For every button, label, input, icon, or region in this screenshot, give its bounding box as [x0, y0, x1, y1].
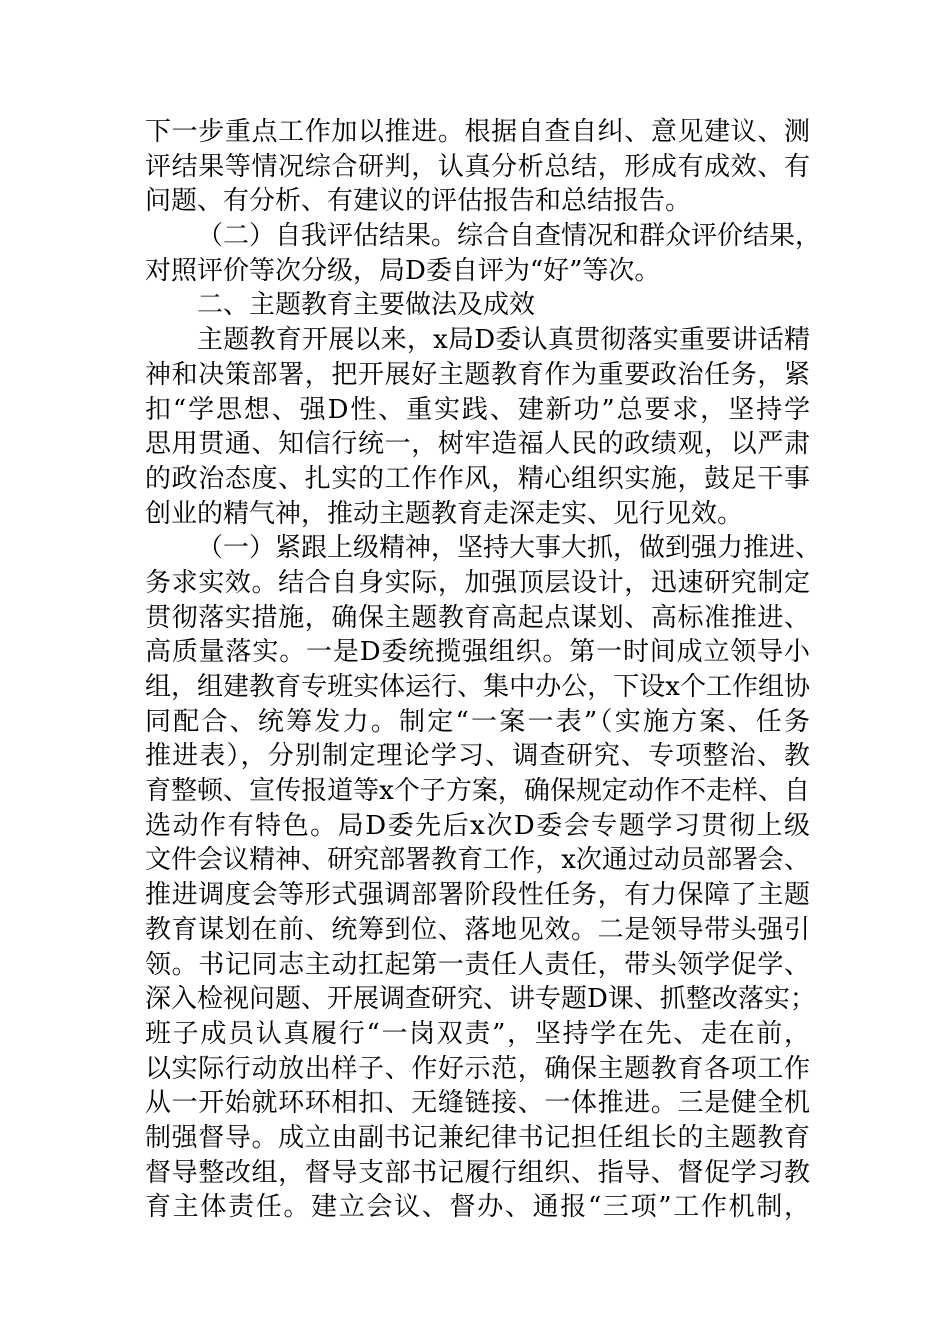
text-line: 从一开始就环环相扣、无缝链接、一体推进。三是健全机 [145, 1088, 810, 1119]
text-line: 贯彻落实措施，确保主题教育高起点谋划、高标准推进、 [145, 602, 810, 633]
text-line: 班子成员认真履行“一岗双责”，坚持学在先、走在前， [145, 1018, 810, 1049]
text-line: 深入检视问题、开展调查研究、讲专题D课、抓整改落实； [145, 984, 816, 1015]
text-line: 推进调度会等形式强调部署阶段性任务，有力保障了主题 [145, 880, 810, 911]
document-body [145, 115, 822, 1225]
text-line: 高质量落实。一是D委统揽强组织。第一时间成立领导小 [145, 637, 810, 668]
text-line: 评结果等情况综合研判，认真分析总结，形成有成效、有 [145, 151, 810, 182]
text-line: 文件会议精神、研究部署教育工作，x次通过动员部署会、 [145, 845, 810, 876]
text-line: 制强督导。成立由副书记兼纪律书记担任组长的主题教育 [145, 1122, 810, 1153]
text-line: 思用贯通、知信行统一，树牢造福人民的政绩观，以严肃 [145, 429, 810, 460]
text-line: 的政治态度、扎实的工作作风，精心组织实施，鼓足干事 [145, 463, 810, 494]
text-line: 二、主题教育主要做法及成效 [197, 290, 536, 321]
text-line: 问题、有分析、有建议的评估报告和总结报告。 [145, 186, 692, 217]
text-line: 神和决策部署，把开展好主题教育作为重要政治任务，紧 [145, 359, 810, 390]
text-line: （二）自我评估结果。综合自查情况和群众评价结果， [197, 221, 822, 252]
text-line: 选动作有特色。局D委先后x次D委会专题学习贯彻上级 [145, 810, 810, 841]
text-line: 务求实效。结合自身实际，加强顶层设计，迅速研究制定 [145, 567, 810, 598]
text-line: 组，组建教育专班实体运行、集中办公，下设x个工作组协 [145, 672, 810, 702]
text-line: 领。书记同志主动扛起第一责任人责任，带头领学促学、 [145, 949, 810, 980]
text-line: 同配合、统筹发力。制定“一案一表”（实施方案、任务 [145, 706, 810, 737]
text-line: 育整顿、宣传报道等x个子方案，确保规定动作不走样、自 [145, 776, 810, 807]
text-line: 育主体责任。建立会议、督办、通报“三项”工作机制， [145, 1192, 810, 1223]
text-line: （一）紧跟上级精神，坚持大事大抓，做到强力推进、 [197, 533, 822, 564]
text-line: 教育谋划在前、统筹到位、落地见效。二是领导带头强引 [145, 914, 810, 945]
text-line: 督导整改组，督导支部书记履行组织、指导、督促学习教 [145, 1157, 810, 1188]
text-line: 以实际行动放出样子、作好示范，确保主题教育各项工作 [145, 1053, 810, 1084]
text-line: 创业的精气神，推动主题教育走深走实、见行见效。 [145, 498, 744, 529]
text-line: 下一步重点工作加以推进。根据自查自纠、意见建议、测 [145, 117, 810, 147]
text-line: 推进表），分别制定理论学习、调查研究、专项整治、教 [145, 741, 810, 772]
text-line: 主题教育开展以来，x局D委认真贯彻落实重要讲话精 [197, 325, 810, 356]
text-line: 扣“学思想、强D性、重实践、建新功”总要求，坚持学 [145, 394, 810, 425]
text-line: 对照评价等次分级，局D委自评为“好”等次。 [145, 255, 661, 286]
